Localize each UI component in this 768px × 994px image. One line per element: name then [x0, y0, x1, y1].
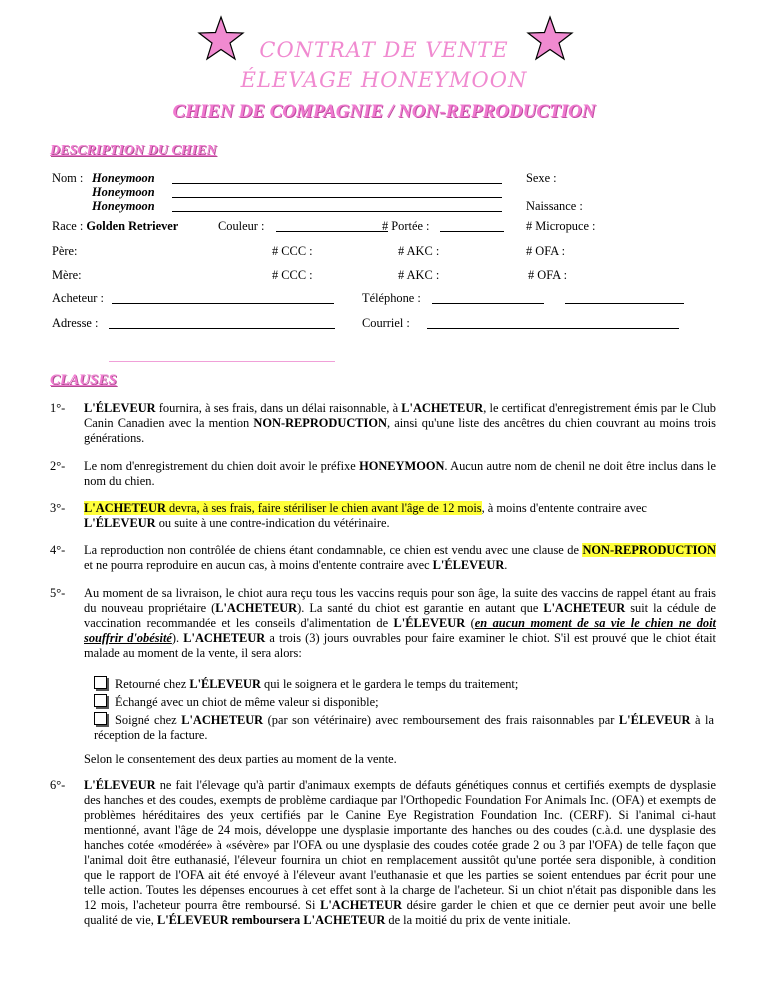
mere-ofa-label: # OFA :: [528, 268, 568, 282]
contract-subtitle: CHIEN DE COMPAGNIE / NON-REPRODUCTION: [172, 101, 596, 122]
clause-2: Le nom d'enregistrement du chien doit avoir le préfixe HONEYMOON. Aucun autre nom de chenil ne doit être inclus dans le nom du chien.: [84, 459, 716, 488]
courriel-line[interactable]: [427, 328, 679, 329]
naissance-label: Naissance :: [526, 199, 583, 213]
clause-5-number: 5°-: [50, 586, 66, 600]
mere-akc-label: # AKC :: [398, 268, 440, 282]
acheteur-label: Acheteur :: [52, 291, 104, 305]
micropuce-label: # Micropuce :: [526, 219, 596, 233]
checkbox-icon[interactable]: [94, 712, 107, 725]
clause-3: L'ACHETEUR devra, à ses frais, faire stériliser le chien avant l'âge de 12 mois, à moins d'entente contraire avec L'ÉLEVEUR ou suite à une contre-indication du vétérinaire.: [84, 501, 647, 530]
telephone-line-2[interactable]: [565, 303, 684, 304]
name-line-2[interactable]: [172, 197, 502, 198]
sexe-label: Sexe :: [526, 171, 557, 185]
name-line-1[interactable]: [172, 183, 502, 184]
adresse-label: Adresse :: [52, 316, 99, 330]
option-exchange: Échangé avec un chiot de même valeur si disponible;: [94, 694, 714, 710]
pere-ofa-label: # OFA :: [526, 244, 566, 258]
pere-akc-label: # AKC :: [398, 244, 440, 258]
description-heading: DESCRIPTION DU CHIEN: [50, 143, 217, 158]
clause-4-number: 4°-: [50, 543, 66, 557]
option-treated: Soigné chez L'ACHETEUR (par son vétérinaire) avec remboursement des frais raisonnables par L'ÉLEVEUR à la réception de la facture.: [94, 713, 714, 742]
clause-6-number: 6°-: [50, 778, 66, 792]
clause-1-number: 1°-: [50, 401, 66, 415]
clause-1: L'ÉLEVEUR fournira, à ses frais, dans un délai raisonnable, à L'ACHETEUR, le certificat d'enregistrement émis par le Club Canin Canadien avec la mention NON-REPRODUCTION, ainsi qu'une liste des ancêtres du chien couvrant au moins trois générations.: [84, 401, 716, 445]
kennel-title: ÉLEVAGE HONEYMOON: [240, 68, 528, 92]
telephone-label: Téléphone :: [362, 291, 421, 305]
clause-3-number: 3°-: [50, 501, 66, 515]
nom-label: Nom :: [52, 171, 84, 185]
checkbox-icon[interactable]: [94, 676, 107, 689]
clause-6: L'ÉLEVEUR ne fait l'élevage qu'à partir d'animaux exempts de défauts génétiques connus et certifiés exempts de dysplasie des hanches et des coudes, exempts de problème cardiaque par l'Orthopedic Foundation For Animals Inc. (OFA) et exempts de problèmes héréditaires des yeux certifiés par le Canine Eye Registration Foundation Inc. (CERF). Si l'animal ci-haut mentionné, avant l'âge de 24 mois, développe une dysplasie importante des hanches ou des coudes (c.à.d. une dysplasie des hanches cotée «modérée» à «sévère» par l'OFA ou une dysplasie des coudes cotée grade 2 ou 3 par l'OFA) de telle façon que l'animal doit être euthanasié, l'éleveur fournira un chiot en remplacement aussitôt qu'une portée sera disponible, à condition que le rapport de l'OFA ait été envoyé à l'éleveur avant l'euthanasie et que les parties se soient entendues par écrit pour une telle action. Toutes les dépenses encourues à cet effet sont à la charge de l'acheteur. Si un chiot n'était pas disponible dans les 12 mois, l'acheteur pourra être remboursé. Si L'ACHETEUR désire garder le chien et que ce dernier peut avoir une belle qualité de vie, L'ÉLEVEUR remboursera L'ACHETEUR de la moitié du prix de vente initiale.: [84, 778, 716, 927]
dog-name-1: Honeymoon: [92, 171, 155, 185]
clause-4: La reproduction non contrôlée de chiens étant condamnable, ce chien est vendu avec une clause de NON-REPRODUCTION et ne pourra reproduire en aucun cas, à moins d'entente contraire avec L'ÉLEVEUR.: [84, 543, 716, 572]
pere-ccc-label: # CCC :: [272, 244, 313, 258]
portee-line[interactable]: [440, 231, 504, 232]
clause-5: Au moment de sa livraison, le chiot aura reçu tous les vaccins requis pour son âge, la suite des vaccins de rappel étant au frais du nouveau propriétaire (L'ACHETEUR). La santé du chiot est garantie en autant que L'ACHETEUR suit la cédule de vaccination recommandée et les conseils d'alimentation de L'ÉLEVEUR (en aucun moment de sa vie le chien ne doit souffrir d'obésité). L'ACHETEUR a trois (3) jours ouvrables pour faire examiner le chiot. S'il est prouvé que le chiot était malade au moment de la vente, il sera alors:: [84, 586, 717, 660]
portee-label: # Portée :: [382, 219, 430, 233]
adresse-line-2[interactable]: [109, 361, 335, 362]
couleur-line[interactable]: [276, 231, 388, 232]
clauses-heading: CLAUSES: [50, 372, 117, 388]
clause-2-number: 2°-: [50, 459, 66, 473]
name-line-3[interactable]: [172, 211, 502, 212]
couleur-label: Couleur :: [218, 219, 265, 233]
courriel-label: Courriel :: [362, 316, 410, 330]
telephone-line-1[interactable]: [432, 303, 544, 304]
consent-text: Selon le consentement des deux parties au moment de la vente.: [84, 752, 397, 766]
mere-label: Mère:: [52, 268, 82, 282]
acheteur-line[interactable]: [112, 303, 334, 304]
dog-name-2: Honeymoon: [92, 185, 155, 199]
adresse-line-1[interactable]: [109, 328, 335, 329]
dog-name-3: Honeymoon: [92, 199, 155, 213]
mere-ccc-label: # CCC :: [272, 268, 313, 282]
checkbox-icon[interactable]: [94, 694, 107, 707]
option-return: Retourné chez L'ÉLEVEUR qui le soignera et le gardera le temps du traitement;: [94, 676, 714, 692]
race-label: Race : Golden Retriever: [52, 219, 179, 233]
contract-title: CONTRAT DE VENTE: [259, 38, 509, 62]
pere-label: Père:: [52, 244, 78, 258]
